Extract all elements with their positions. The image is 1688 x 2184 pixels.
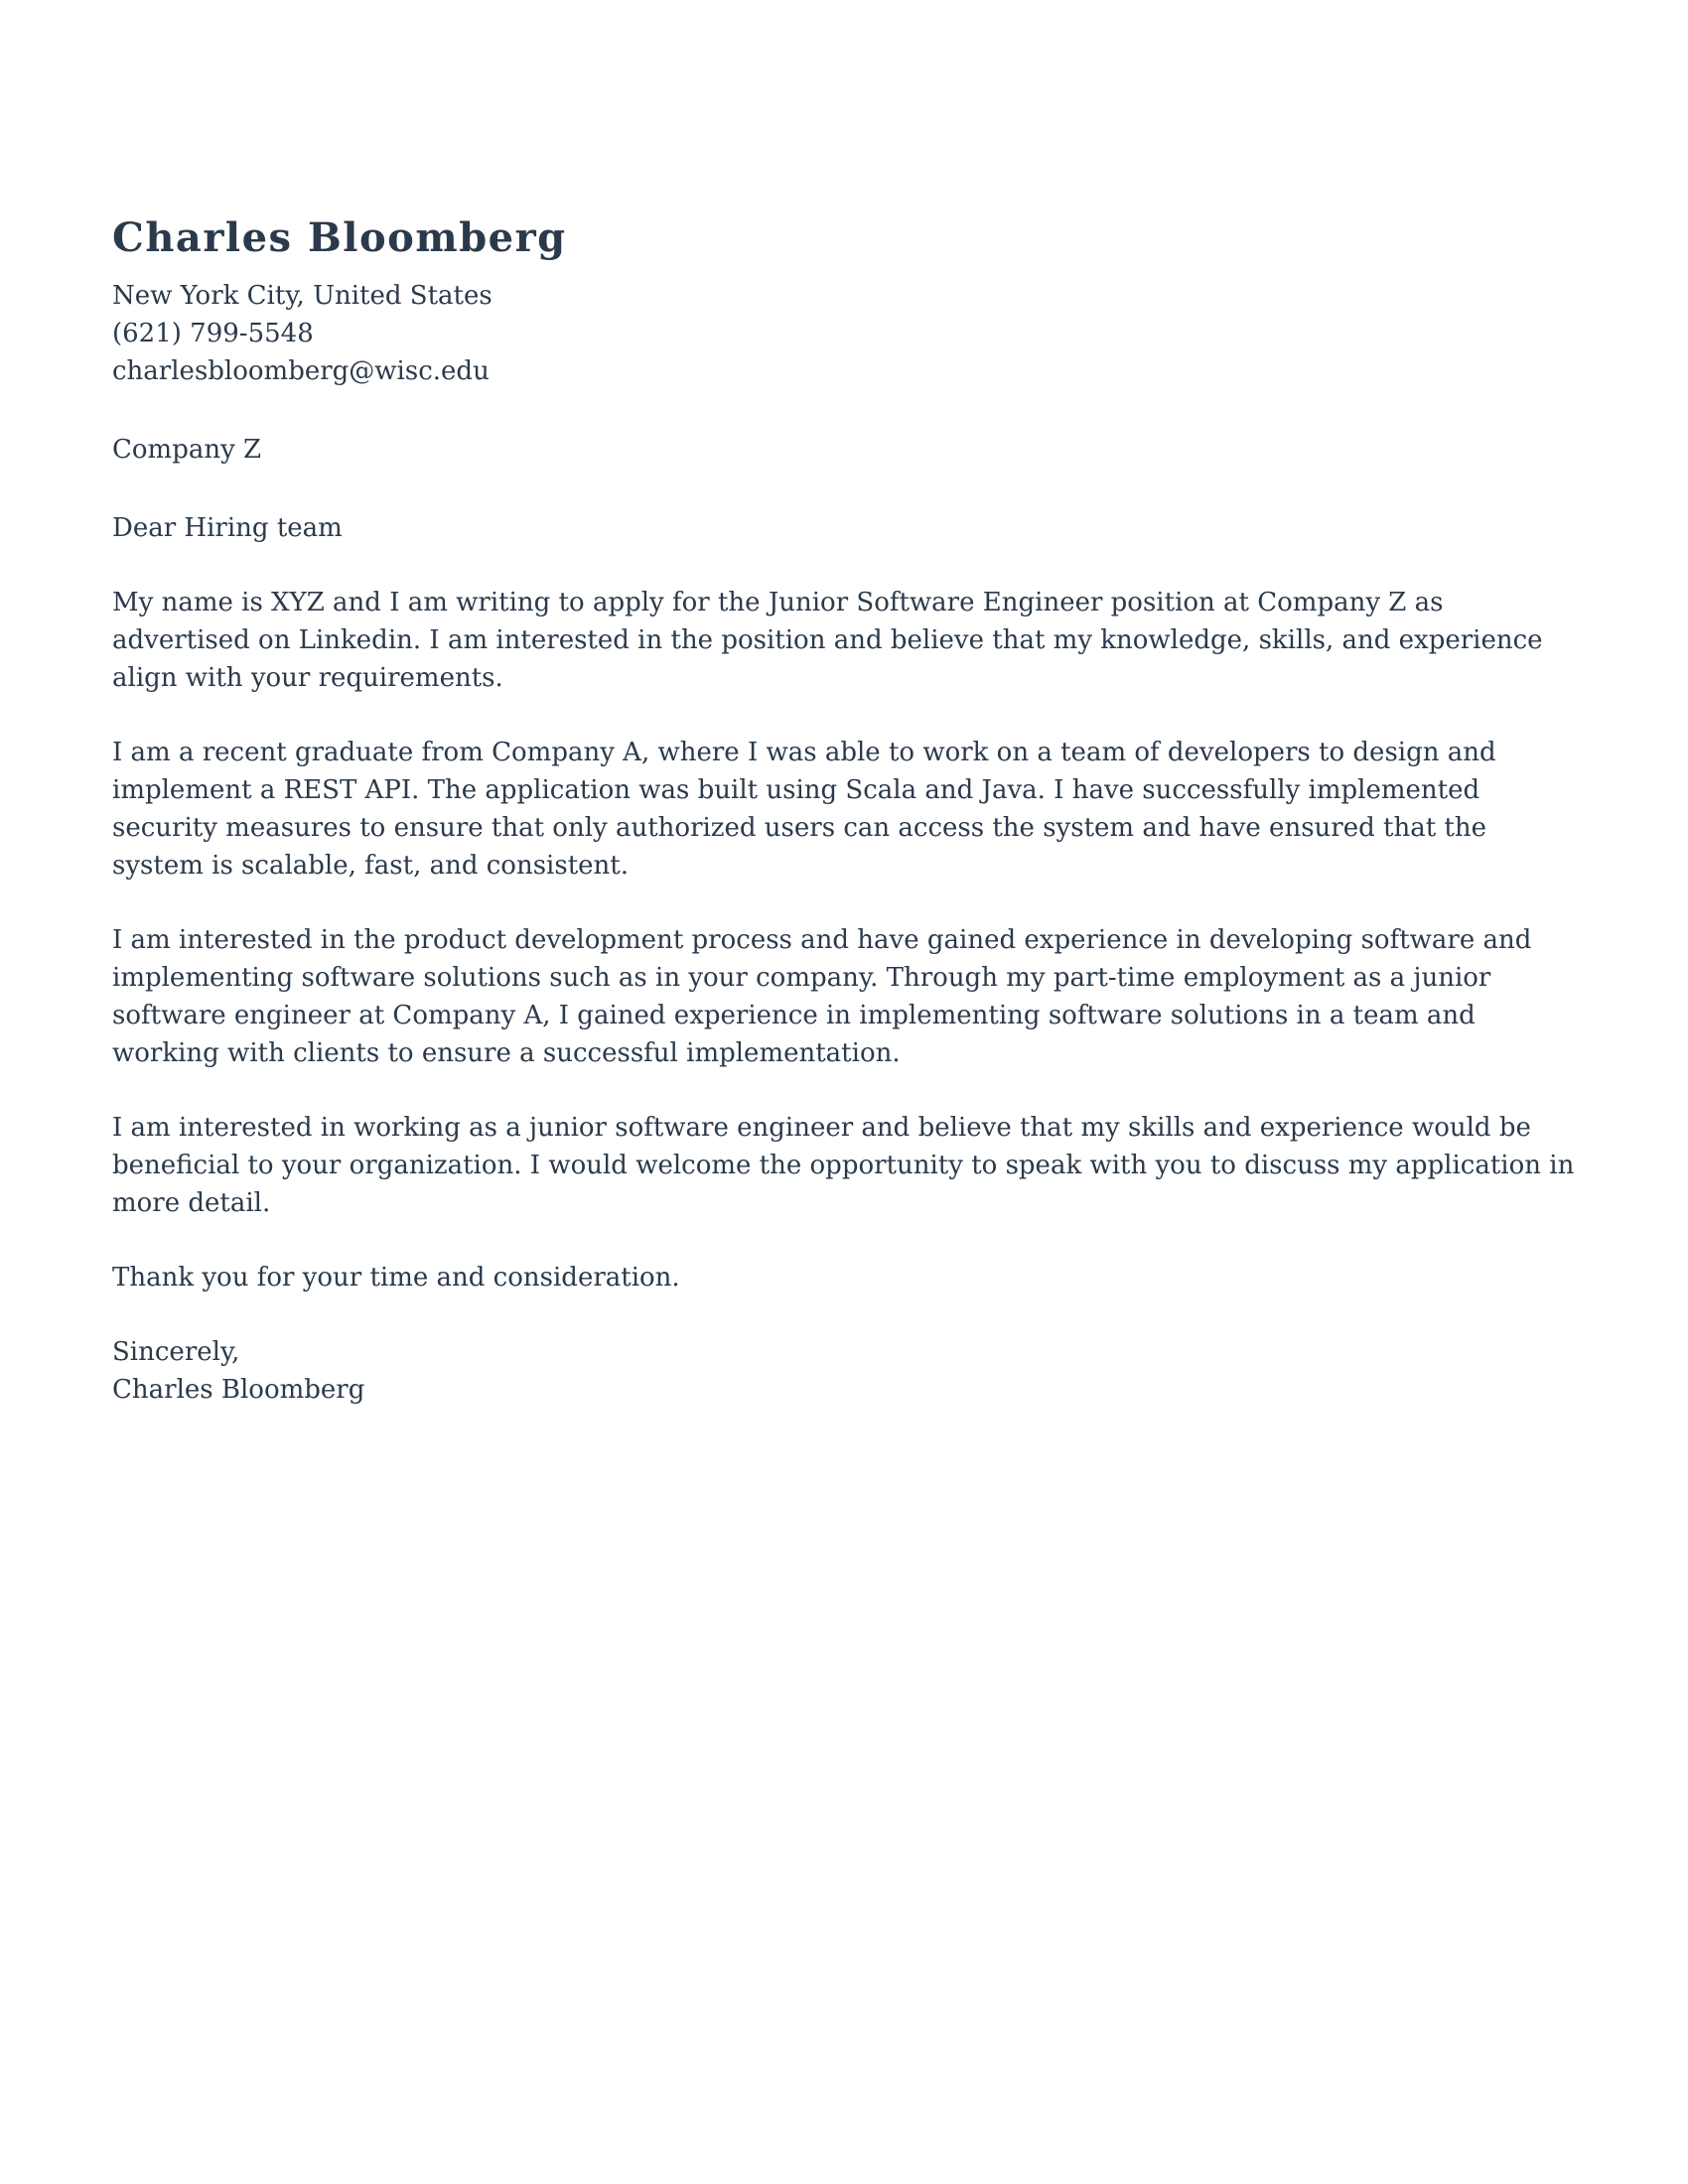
signature-name: Charles Bloomberg (112, 1375, 365, 1405)
cover-letter (112, 213, 1582, 1409)
closing-block (112, 1333, 1582, 1409)
body-paragraph-experience: I am interested in the product development process and have gained experience in developing software and implementing software solutions such as in your company. Through my part-time employment as a junior software engineer at Company A, I gained experience in implementing software solutions in a team and working with clients to ensure a successful implementation. (112, 925, 1532, 1068)
recipient-company: Company Z (112, 435, 262, 465)
body-paragraph-thanks: Thank you for your time and consideration. (112, 1263, 680, 1293)
sender-location: New York City, United States (112, 281, 492, 311)
body-paragraph-education: I am a recent graduate from Company A, where I was able to work on a team of developers to design and implement a REST API. The application was built using Scala and Java. I have successfully implemented security measures to ensure that only authorized users can access the system and have ensured that the system is scalable, fast, and consistent. (112, 738, 1496, 881)
salutation: Dear Hiring team (112, 513, 343, 543)
body-paragraph-interest: I am interested in working as a junior software engineer and believe that my skills and experience would be beneficial to your organization. I would welcome the opportunity to speak with you to discuss my application in more detail. (112, 1113, 1575, 1218)
body-paragraph-intro: My name is XYZ and I am writing to apply for the Junior Software Engineer position at Company Z as advertised on Linkedin. I am interested in the position and believe that my knowledge, skills, and experience align with your requirements. (112, 588, 1543, 693)
sender-name: Charles Bloomberg (112, 214, 567, 261)
sender-phone: (621) 799-5548 (112, 319, 314, 348)
valediction: Sincerely, (112, 1337, 240, 1367)
sender-email: charlesbloomberg@wisc.edu (112, 356, 490, 386)
